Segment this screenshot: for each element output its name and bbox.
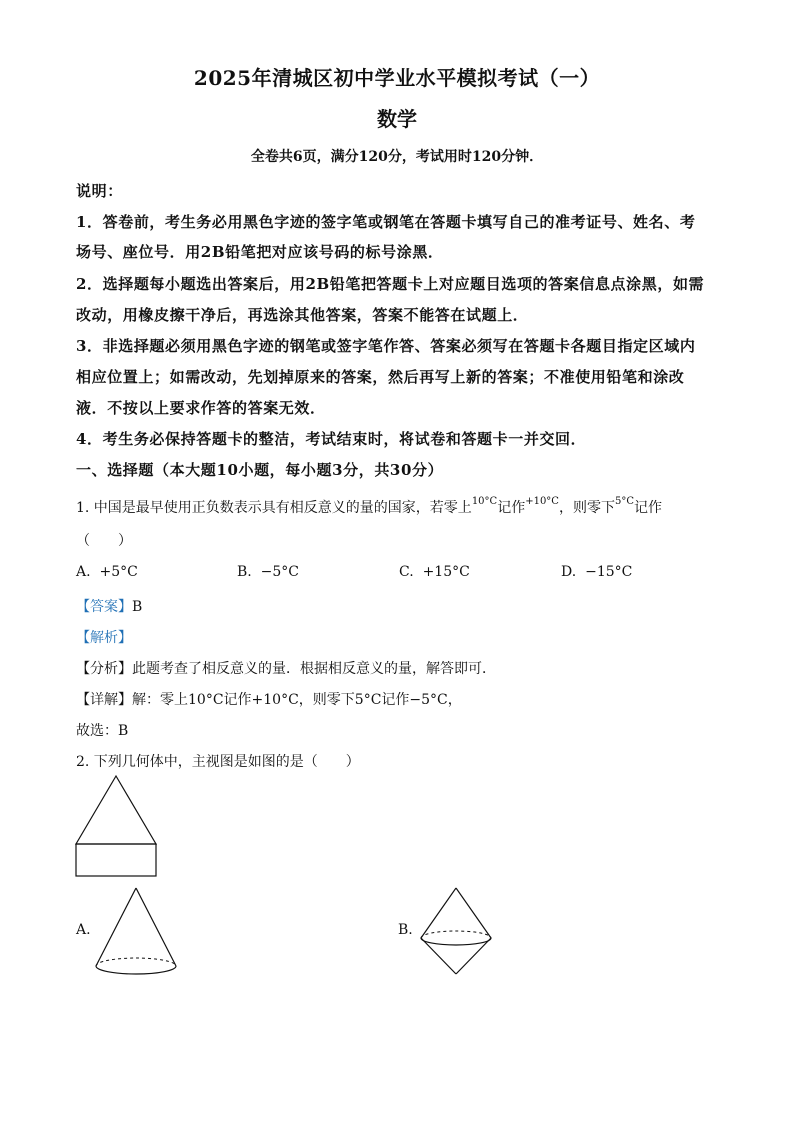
answer-tag: 【答案】 <box>76 599 132 615</box>
instruction-line: 1．答卷前，考生务必用黑色字迹的签字笔或钢笔在答题卡填写自己的准考证号、姓名、考 <box>76 213 696 231</box>
option-text: −15°C <box>585 564 633 580</box>
analysis-tag: 【解析】 <box>76 630 132 646</box>
instruction-line: 液．不按以上要求作答的答案无效． <box>76 399 326 417</box>
instruction-line: 3．非选择题必须用黑色字迹的钢笔或签字笔作答、答案必须写在答题卡各题目指定区域内 <box>76 337 696 355</box>
option-label: D. <box>561 564 577 580</box>
triangle-shape <box>76 776 156 844</box>
option-label: C. <box>399 564 414 580</box>
q2-option-b-label: B. <box>398 922 413 938</box>
stem-text: ，则零下 <box>558 500 615 516</box>
instruction-line: 相应位置上；如需改动，先划掉原来的答案，然后再写上新的答案；不准使用铅笔和涂改 <box>76 368 685 386</box>
option-text: +15°C <box>422 564 470 580</box>
section-heading: 一、选择题（本大题10小题，每小题3分，共30分） <box>76 461 444 479</box>
fenxi-text: 此题考查了相反意义的量．根据相反意义的量，解答即可． <box>132 661 496 677</box>
answer-value: B <box>132 599 143 615</box>
stem-text: 记作 <box>497 500 526 516</box>
instruction-line: 4．考生务必保持答题卡的整洁，考试结束时，将试卷和答题卡一并交回． <box>76 430 587 448</box>
temperature-value: 5°C <box>614 496 634 508</box>
answer-paren: （ ） <box>76 533 132 549</box>
instruction-line: 改动，用橡皮擦干净后，再选涂其他答案，答案不能答在试题上． <box>76 306 529 324</box>
question-2-stem: 2. 下列几何体中，主视图是如图的是（ ） <box>76 754 360 770</box>
double-cone-figure <box>421 888 491 974</box>
fenxi-tag: 【分析】 <box>76 661 132 677</box>
option-text: −5°C <box>260 564 300 580</box>
stem-text: 1. 中国是最早使用正负数表示具有相反意义的量的国家，若零上 <box>76 500 472 516</box>
instruction-line: 2．选择题每小题选出答案后，用2B铅笔把答题卡上对应题目选项的答案信息点涂黑，如需 <box>76 275 705 293</box>
q2-option-a-label: A. <box>76 922 91 938</box>
option-text: +5°C <box>99 564 138 580</box>
option-label: B. <box>237 564 252 580</box>
rectangle-shape <box>76 844 156 876</box>
stem-text: 记作 <box>633 500 662 516</box>
temperature-value: 10°C <box>471 496 498 508</box>
subject-title: 数学 <box>377 107 417 131</box>
instructions-heading: 说明： <box>76 182 123 200</box>
detail-tag: 【详解】 <box>76 692 132 708</box>
exam-info: 全卷共6页，满分120分，考试用时120分钟． <box>250 149 544 165</box>
option-label: A. <box>76 564 91 580</box>
instruction-line: 场号、座位号．用2B铅笔把对应该号码的标号涂黑． <box>76 243 444 261</box>
detail-text: 解：零上10°C记作+10°C，则零下5°C记作−5°C， <box>132 692 462 708</box>
page-title: 2025年清城区初中学业水平模拟考试（一） <box>193 66 601 90</box>
cone-figure <box>96 888 176 974</box>
temperature-value: +10°C <box>525 496 559 508</box>
conclusion-line: 故选：B <box>76 723 129 739</box>
